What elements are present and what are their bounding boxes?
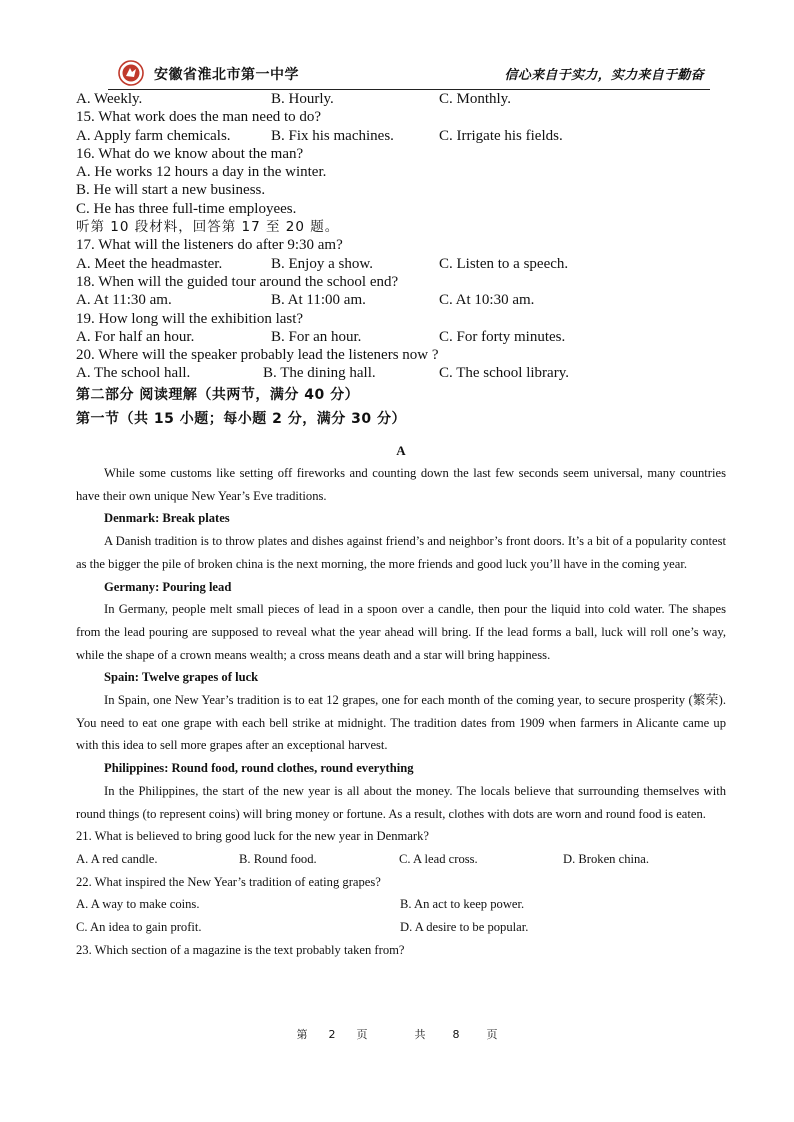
passage-heading: Denmark: Break plates [104,511,230,526]
question-options [76,90,726,108]
passage-heading: Philippines: Round food, round clothes, round everything [104,761,414,776]
listening-instruction: 听第 10 段材料，回答第 17 至 20 题。 [76,219,340,236]
part-title: 第二部分 阅读理解（共两节，满分 40 分） [76,386,360,403]
page-number: 2 [328,1028,336,1041]
total-label: 共 [414,1028,426,1041]
page-footer [0,1026,794,1042]
option: A. At 11:30 am. [76,292,172,309]
question-23: 23. Which section of a magazine is the text probably taken from? [76,942,405,957]
option: C. The school library. [439,365,569,382]
option: D. A desire to be popular. [400,920,529,935]
option: D. Broken china. [563,851,650,866]
passage-heading: Germany: Pouring lead [104,579,232,594]
question-options [76,255,726,273]
option: C. Irrigate his fields. [439,127,563,144]
question-18: 18. When will the guided tour around the school end? [76,273,399,290]
option: A. For half an hour. [76,328,195,345]
question-options [76,916,726,939]
option: A. He works 12 hours a day in the winter. [76,164,327,181]
option: B. Hourly. [271,91,334,107]
passage-paragraph: In Spain, one New Year’s tradition is to eat 12 grapes, one for each month of the coming year, to secure prosperity (繁荣). You need to eat one grape with each bell strike at midnight. The tradition dates from 1909 when farmers in Alicante came up with this idea to sell more grapes after an exceptional harvest. [76,693,726,753]
passage-paragraph: A Danish tradition is to throw plates and dishes against friend’s and neighbor’s front doors. It’s a bit of a popularity contest as the bigger the pile of broken china is the next morning, the more friends and good luck you’ll have in the coming year. [76,534,726,571]
option: B. An act to keep power. [400,897,525,912]
option: A. The school hall. [76,365,191,382]
listening-section [76,90,726,431]
total-unit: 页 [486,1028,498,1041]
option: A. A red candle. [76,851,158,866]
passage-heading: Spain: Twelve grapes of luck [104,670,259,685]
option: A. A way to make coins. [76,897,200,912]
question-options [76,364,726,382]
option: B. For an hour. [271,328,362,345]
option: C. At 10:30 am. [439,292,535,309]
passage-intro: While some customs like setting off fireworks and counting down the last few seconds seem universal, many countries have their own unique New Year’s Eve traditions. [76,466,726,503]
reading-passage [76,440,726,961]
option: A. Weekly. [76,91,143,107]
option: C. Listen to a speech. [439,255,569,272]
question-options [76,291,726,309]
question-options [76,127,726,145]
option: C. A lead cross. [399,851,478,866]
question-21: 21. What is believed to bring good luck for the new year in Denmark? [76,829,429,844]
question-15: 15. What work does the man need to do? [76,109,322,126]
question-20: 20. Where will the speaker probably lead the listeners now ? [76,347,439,364]
question-16: 16. What do we know about the man? [76,145,304,162]
option: B. Round food. [239,851,317,866]
question-19: 19. How long will the exhibition last? [76,310,304,327]
question-17: 17. What will the listeners do after 9:30 am? [76,237,343,254]
passage-letter: A [396,443,406,458]
option: B. At 11:00 am. [271,292,366,309]
option: A. Meet the headmaster. [76,255,223,272]
question-options [76,328,726,346]
option: C. He has three full-time employees. [76,200,297,217]
school-logo-icon [118,60,144,86]
option: C. An idea to gain profit. [76,920,202,935]
school-motto: 信心来自于实力，实力来自于勤奋 [504,68,704,83]
option: B. He will start a new business. [76,182,266,199]
total-pages: 8 [452,1028,460,1041]
page-header [118,58,710,90]
option: B. The dining hall. [263,365,376,382]
page-unit: 页 [356,1028,368,1041]
school-name: 安徽省淮北市第一中学 [154,67,299,83]
option: B. Fix his machines. [271,127,394,144]
option: C. Monthly. [439,91,511,107]
question-22: 22. What inspired the New Year’s tradition of eating grapes? [76,874,381,889]
question-options [76,893,726,916]
passage-paragraph: In the Philippines, the start of the new year is all about the money. The locals believe that surrounding themselves with round things (to represent coins) will bring money or fortune. As a result, clothes with dots are worn and round food is eaten. [76,783,726,821]
page-label: 第 [296,1028,308,1041]
option: C. For forty minutes. [439,328,566,345]
option: A. Apply farm chemicals. [76,127,231,144]
section-title: 第一节（共 15 小题；每小题 2 分，满分 30 分） [76,410,406,427]
option: B. Enjoy a show. [271,255,373,272]
passage-paragraph: In Germany, people melt small pieces of lead in a spoon over a candle, then pour the liquid into cold water. The shapes from the lead pouring are supposed to reveal what the year ahead will bring. If the lead forms a ball, luck will roll one’s way, while the shape of a crown means wealth; a cross means death and a star will bring happiness. [76,602,726,662]
question-options [76,848,726,871]
